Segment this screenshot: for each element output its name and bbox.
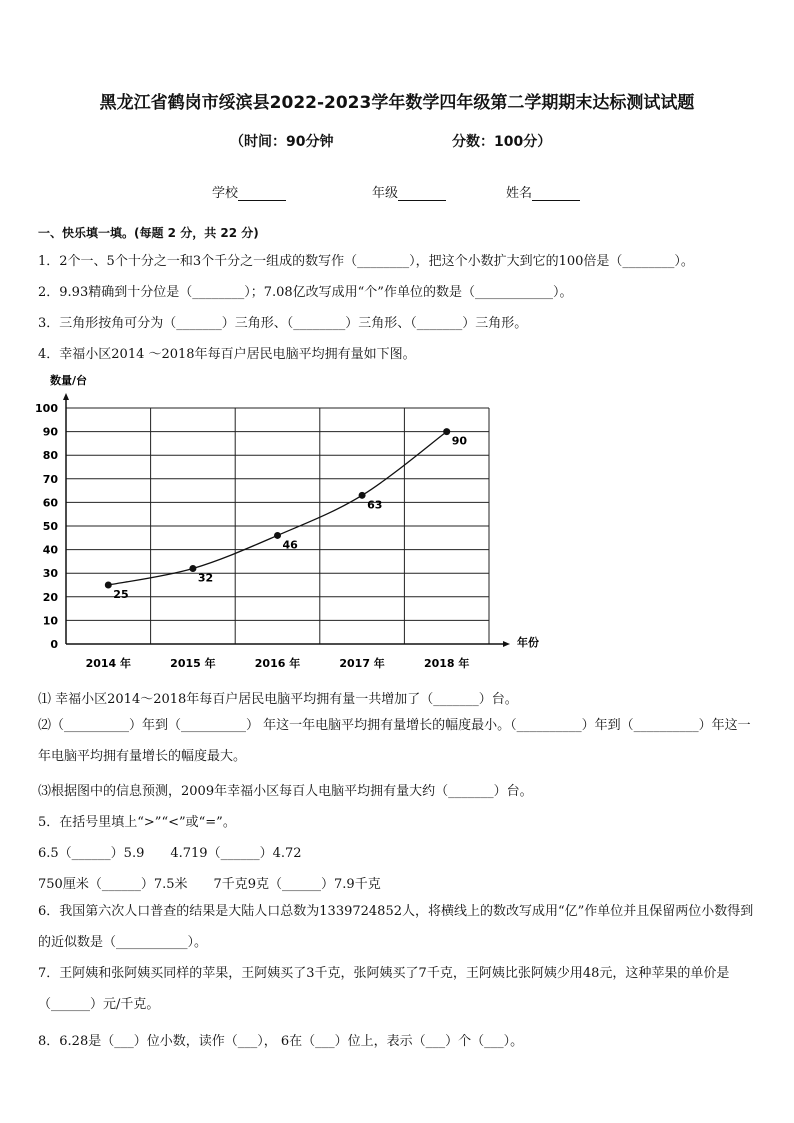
- data-label: 63: [367, 498, 383, 512]
- y-axis-label: 数量/台: [50, 374, 88, 387]
- x-tick-label: 2018 年: [423, 657, 470, 670]
- data-label: 32: [197, 571, 214, 585]
- score-label: 分数：100分）: [452, 134, 552, 150]
- series-line: [108, 432, 446, 585]
- data-point: [274, 532, 281, 539]
- name-field: 姓名: [506, 182, 580, 201]
- y-tick-label: 0: [50, 638, 58, 651]
- question-8: 8．6.28是（___）位小数，读作（___）， 6在（___）位上，表示（___）个（___）。: [38, 1034, 524, 1049]
- grade-field: 年级: [372, 182, 446, 201]
- question-3: 3．三角形按角可分为（_______）三角形、（________）三角形、（_______）三角形。: [38, 316, 528, 331]
- chart-series: [105, 428, 468, 601]
- data-label: 25: [113, 588, 129, 601]
- y-tick-label: 100: [35, 402, 58, 415]
- y-tick-label: 80: [42, 449, 58, 463]
- y-tick-label: 90: [42, 425, 58, 439]
- question-5-row-b: 750厘米（______）7.5米 7千克9克（______）7.9千克: [38, 877, 381, 892]
- chart-grid: [66, 408, 489, 644]
- x-tick-label: 2015 年: [170, 657, 216, 670]
- question-4-3: ⑶根据图中的信息预测，2009年幸福小区每百人电脑平均拥有量大约（_______）台。: [38, 784, 533, 799]
- y-tick-label: 10: [42, 614, 58, 628]
- x-axis-arrow: [503, 641, 510, 647]
- question-7: 7．王阿姨和张阿姨买同样的苹果，王阿姨买了3千克，张阿姨买了7千克，王阿姨比张阿姨少用48元，这种苹果的单价是（______）元/千克。: [38, 966, 730, 1012]
- data-point: [359, 492, 366, 499]
- x-tick-label: 2017 年: [339, 657, 385, 670]
- question-2: 2．9.93精确到十分位是（________）；7.08亿改写成用“个”作单位的数是（____________）。: [38, 285, 573, 300]
- section-heading: 一、快乐填一填。(每题 2 分，共 22 分): [38, 226, 259, 240]
- y-tick-label: 50: [42, 520, 58, 533]
- question-1: 1．2个一、5个十分之一和3个千分之一组成的数写作（________），把这个小数扩大到它的100倍是（________）。: [38, 254, 694, 269]
- time-label: （时间：90分钟: [230, 134, 334, 150]
- data-label: 90: [451, 434, 468, 448]
- question-4: 4．幸福小区2014 ～2018年每百户居民电脑平均拥有量如下图。: [38, 347, 416, 362]
- school-field: 学校: [212, 182, 286, 201]
- x-tick-label: 2014 年: [85, 657, 132, 670]
- y-tick-label: 40: [42, 543, 58, 557]
- page-title: 黑龙江省鹤岗市绥滨县2022-2023学年数学四年级第二学期期末达标测试试题: [99, 93, 695, 113]
- line-chart: [30, 368, 550, 676]
- data-label: 46: [282, 538, 298, 552]
- question-5: 5．在括号里填上“>”“<”或“=”。: [38, 815, 236, 830]
- question-4-1: ⑴ 幸福小区2014～2018年每百户居民电脑平均拥有量一共增加了（_______）台。: [38, 692, 518, 707]
- data-point: [443, 428, 450, 435]
- y-tick-label: 70: [42, 472, 58, 486]
- data-point: [189, 565, 196, 572]
- x-axis-label: 年份: [517, 636, 539, 649]
- data-point: [105, 582, 112, 589]
- y-tick-label: 20: [42, 590, 58, 604]
- x-tick-label: 2016 年: [254, 657, 301, 670]
- question-6: 6．我国第六次人口普查的结果是大陆人口总数为1339724852人，将横线上的数改写成用“亿”作单位并且保留两位小数得到的近似数是（___________）。: [38, 904, 754, 950]
- y-tick-label: 60: [42, 496, 58, 510]
- y-axis-arrow: [63, 393, 69, 400]
- question-4-2: ⑵（__________）年到（__________） 年这一年电脑平均拥有量增长的幅度最小。（__________）年到（__________）年这一年电脑平均拥有量增长的幅度最大。: [38, 718, 751, 764]
- y-tick-label: 30: [42, 567, 58, 581]
- question-5-row-a: 6.5（______）5.9 4.719（______）4.72: [38, 846, 302, 861]
